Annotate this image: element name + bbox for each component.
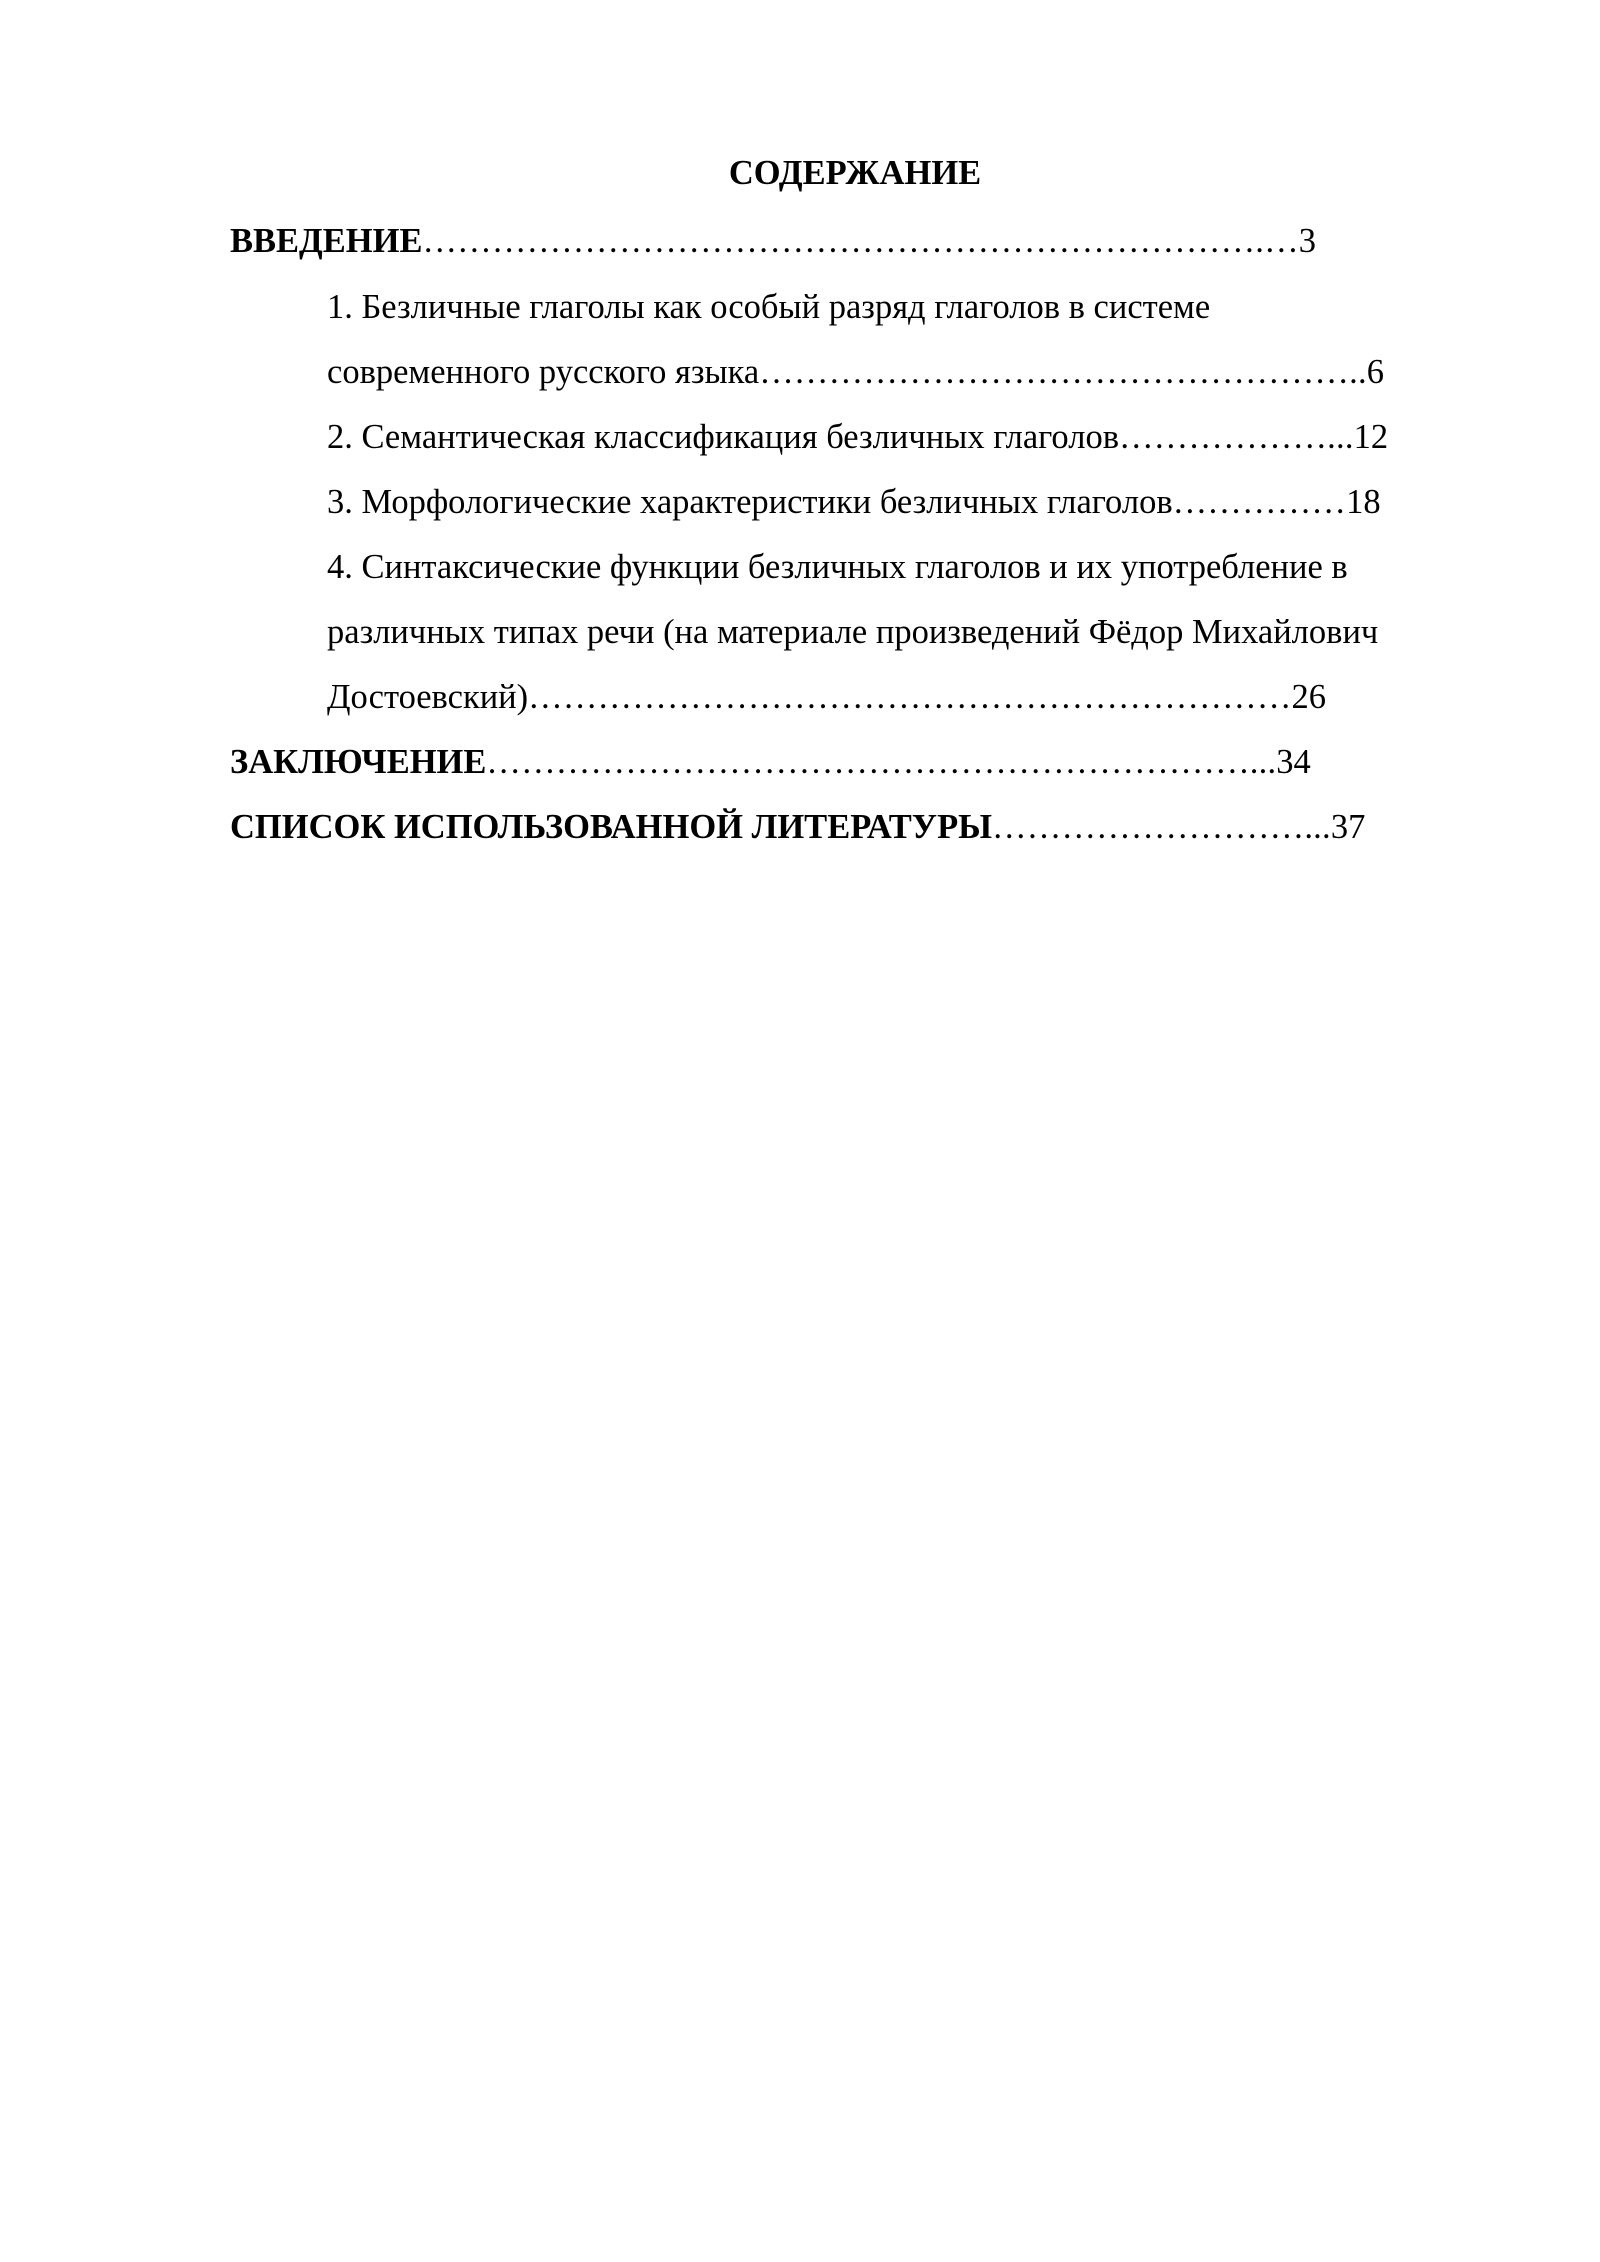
toc-entry-chapter-1 <box>327 351 1384 393</box>
toc-entry-page: 6 <box>1366 353 1385 391</box>
toc-entry-references <box>230 806 1365 848</box>
toc-entry-label: Достоевский) <box>327 678 529 716</box>
toc-entry-leader: ……………………………………………………………….… <box>422 222 1299 260</box>
toc-entry-conclusion <box>230 741 1311 783</box>
toc-entry-chapter-1-line-1: 1. Безличные глаголы как особый разряд глаголов в системе <box>327 288 1211 326</box>
toc-entry-chapter-4-line-2: различных типах речи (на материале произведений Фёдор Михайлович <box>327 613 1379 651</box>
toc-entry-intro <box>230 220 1316 262</box>
toc-entry-leader: …………………………………………………………... <box>486 743 1277 781</box>
toc-entry-leader: …………………………………………….. <box>759 353 1367 391</box>
toc-entry-page: 18 <box>1346 483 1381 521</box>
toc-title: СОДЕРЖАНИЕ <box>728 154 982 192</box>
toc-entry-page: 12 <box>1353 418 1389 456</box>
toc-entry-chapter-3 <box>327 481 1381 523</box>
toc-entry-leader: ………………………... <box>992 808 1331 846</box>
toc-entry-page: 37 <box>1330 808 1366 846</box>
toc-entry-page: 34 <box>1276 743 1311 781</box>
toc-entry-chapter-2 <box>327 416 1388 458</box>
toc-entry-leader: ………………... <box>1118 418 1354 456</box>
toc-entry-leader: …………… <box>1172 483 1347 521</box>
toc-entry-label: ВВЕДЕНИЕ <box>230 222 423 260</box>
toc-entry-page: 3 <box>1298 222 1317 260</box>
toc-entry-chapter-4-line-1: 4. Синтаксические функции безличных глаголов и их употребление в <box>327 548 1348 586</box>
toc-entry-label: современного русского языка <box>327 353 760 391</box>
toc-entry-chapter-4 <box>327 676 1326 718</box>
toc-entry-label: ЗАКЛЮЧЕНИЕ <box>230 743 487 781</box>
toc-entry-label: СПИСОК ИСПОЛЬЗОВАННОЙ ЛИТЕРАТУРЫ <box>230 808 993 846</box>
toc-entry-leader: ………………………………………………………… <box>528 678 1292 716</box>
toc-entry-page: 26 <box>1291 678 1327 716</box>
toc-entry-label: 3. Морфологические характеристики безличных глаголов <box>327 483 1173 521</box>
toc-entry-label: 2. Семантическая классификация безличных глаголов <box>327 418 1119 456</box>
